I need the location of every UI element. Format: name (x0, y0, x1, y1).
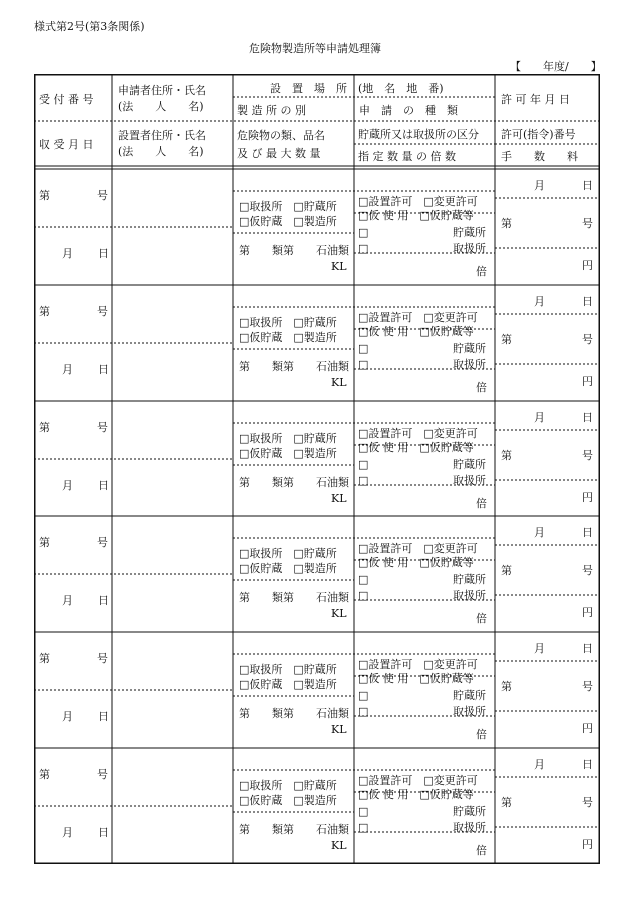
year-label: 年度/ (543, 60, 569, 73)
receipt-month: 月 (62, 710, 73, 723)
facility-options-line2: □仮貯蔵 □製造所 (239, 794, 337, 807)
permit-number-suffix: 号 (582, 796, 593, 809)
application-options-line2: □仮 使 用 □仮貯蔵等 (358, 788, 474, 801)
permit-day: 日 (582, 179, 593, 192)
fee-unit: 円 (582, 606, 593, 619)
application-options-line1: □設置許可 □変更許可 (358, 774, 478, 787)
facility-options-line2: □仮貯蔵 □製造所 (239, 678, 337, 691)
receipt-number-prefix: 第 (39, 652, 50, 665)
storage-label: 貯蔵所 (453, 458, 486, 471)
form-number-label: 様式第2号(第3条関係) (34, 20, 145, 33)
receipt-number-suffix: 号 (97, 768, 108, 781)
facility-options-line2: □仮貯蔵 □製造所 (239, 562, 337, 575)
permit-day: 日 (582, 295, 593, 308)
storage-checkbox: □ (358, 342, 369, 355)
header-permit-date: 許 可 年 月 日 (501, 93, 570, 106)
year-bracket-open: 【 (510, 60, 521, 73)
header-specified-quantity-multiple: 指 定 数 量 の 倍 数 (358, 150, 456, 163)
permit-month: 月 (534, 179, 545, 192)
receipt-number-suffix: 号 (97, 536, 108, 549)
header-receipt-number: 受 付 番 号 (39, 93, 94, 106)
storage-checkbox: □ (358, 689, 369, 702)
application-options-line2: □仮 使 用 □仮貯蔵等 (358, 325, 474, 338)
max-quantity-unit: KL (331, 492, 347, 505)
hazmat-class-line: 第 類第 石油類 (239, 591, 349, 604)
header-storage-handling-class: 貯蔵所又は取扱所の区分 (358, 128, 479, 141)
handling-checkbox: □ (358, 821, 369, 834)
handling-label: 取扱所 (453, 358, 486, 371)
header-hazmat-class-name: 危険物の類、品名 (237, 129, 325, 142)
facility-options-line1: □取扱所 □貯蔵所 (239, 200, 337, 213)
quantity-multiple-unit: 倍 (476, 844, 487, 857)
receipt-number-prefix: 第 (39, 421, 50, 434)
fee-unit: 円 (582, 838, 593, 851)
quantity-multiple-unit: 倍 (476, 728, 487, 741)
table-grid-lines (34, 74, 600, 864)
header-permit-number: 許可(指令)番号 (501, 128, 576, 141)
header-fee: 手 数 料 (501, 150, 578, 163)
application-options-line1: □設置許可 □変更許可 (358, 427, 478, 440)
permit-number-suffix: 号 (582, 564, 593, 577)
receipt-day: 日 (98, 594, 109, 607)
permit-month: 月 (534, 411, 545, 424)
header-installer-corporate-name: (法 人 名) (118, 145, 204, 158)
facility-options-line2: □仮貯蔵 □製造所 (239, 331, 337, 344)
permit-number-suffix: 号 (582, 217, 593, 230)
hazmat-class-line: 第 類第 石油類 (239, 476, 349, 489)
handling-label: 取扱所 (453, 705, 486, 718)
application-options-line1: □設置許可 □変更許可 (358, 311, 478, 324)
hazmat-class-line: 第 類第 石油類 (239, 707, 349, 720)
facility-options-line1: □取扱所 □貯蔵所 (239, 432, 337, 445)
receipt-number-prefix: 第 (39, 768, 50, 781)
form-title: 危険物製造所等申請処理簿 (249, 42, 381, 55)
permit-number-suffix: 号 (582, 333, 593, 346)
hazmat-class-line: 第 類第 石油類 (239, 360, 349, 373)
header-installation-location: 設 置 場 所 (地 名 地 番) (270, 82, 444, 95)
permit-day: 日 (582, 526, 593, 539)
receipt-month: 月 (62, 594, 73, 607)
facility-options-line2: □仮貯蔵 □製造所 (239, 447, 337, 460)
permit-number-prefix: 第 (501, 796, 512, 809)
fee-unit: 円 (582, 491, 593, 504)
receipt-month: 月 (62, 479, 73, 492)
storage-label: 貯蔵所 (453, 226, 486, 239)
permit-number-prefix: 第 (501, 333, 512, 346)
receipt-month: 月 (62, 363, 73, 376)
max-quantity-unit: KL (331, 607, 347, 620)
hazmat-class-line: 第 類第 石油類 (239, 823, 349, 836)
max-quantity-unit: KL (331, 839, 347, 852)
receipt-number-suffix: 号 (97, 652, 108, 665)
application-options-line2: □仮 使 用 □仮貯蔵等 (358, 556, 474, 569)
permit-day: 日 (582, 411, 593, 424)
header-receipt-date: 収 受 月 日 (39, 138, 94, 151)
storage-checkbox: □ (358, 458, 369, 471)
receipt-day: 日 (98, 363, 109, 376)
facility-options-line1: □取扱所 □貯蔵所 (239, 316, 337, 329)
receipt-day: 日 (98, 710, 109, 723)
application-options-line1: □設置許可 □変更許可 (358, 658, 478, 671)
receipt-month: 月 (62, 247, 73, 260)
receipt-day: 日 (98, 479, 109, 492)
receipt-number-prefix: 第 (39, 189, 50, 202)
handling-label: 取扱所 (453, 242, 486, 255)
quantity-multiple-unit: 倍 (476, 497, 487, 510)
permit-number-prefix: 第 (501, 680, 512, 693)
fiscal-year-field[interactable] (510, 58, 602, 74)
handling-checkbox: □ (358, 705, 369, 718)
storage-label: 貯蔵所 (453, 805, 486, 818)
facility-options-line1: □取扱所 □貯蔵所 (239, 547, 337, 560)
max-quantity-unit: KL (331, 260, 347, 273)
facility-options-line2: □仮貯蔵 □製造所 (239, 215, 337, 228)
receipt-number-suffix: 号 (97, 305, 108, 318)
receipt-day: 日 (98, 247, 109, 260)
permit-day: 日 (582, 642, 593, 655)
facility-options-line1: □取扱所 □貯蔵所 (239, 779, 337, 792)
quantity-multiple-unit: 倍 (476, 612, 487, 625)
permit-month: 月 (534, 758, 545, 771)
permit-number-prefix: 第 (501, 449, 512, 462)
application-options-line2: □仮 使 用 □仮貯蔵等 (358, 209, 474, 222)
receipt-number-suffix: 号 (97, 189, 108, 202)
header-application-type: 申 請 の 種 類 (359, 104, 458, 117)
fee-unit: 円 (582, 259, 593, 272)
hazmat-class-line: 第 類第 石油類 (239, 244, 349, 257)
handling-checkbox: □ (358, 589, 369, 602)
quantity-multiple-unit: 倍 (476, 381, 487, 394)
application-options-line1: □設置許可 □変更許可 (358, 542, 478, 555)
fee-unit: 円 (582, 375, 593, 388)
max-quantity-unit: KL (331, 723, 347, 736)
handling-checkbox: □ (358, 242, 369, 255)
receipt-number-suffix: 号 (97, 421, 108, 434)
storage-checkbox: □ (358, 573, 369, 586)
storage-checkbox: □ (358, 805, 369, 818)
quantity-multiple-unit: 倍 (476, 265, 487, 278)
receipt-day: 日 (98, 826, 109, 839)
header-applicant-corporate-name: (法 人 名) (118, 100, 204, 113)
storage-label: 貯蔵所 (453, 689, 486, 702)
max-quantity-unit: KL (331, 376, 347, 389)
header-applicant-address-name: 申請者住所・氏名 (118, 84, 206, 97)
header-installer-address-name: 設置者住所・氏名 (118, 129, 206, 142)
application-options-line1: □設置許可 □変更許可 (358, 195, 478, 208)
permit-month: 月 (534, 295, 545, 308)
handling-checkbox: □ (358, 474, 369, 487)
storage-checkbox: □ (358, 226, 369, 239)
facility-options-line1: □取扱所 □貯蔵所 (239, 663, 337, 676)
handling-label: 取扱所 (453, 589, 486, 602)
storage-label: 貯蔵所 (453, 342, 486, 355)
year-bracket-close: 】 (590, 60, 602, 73)
application-options-line2: □仮 使 用 □仮貯蔵等 (358, 672, 474, 685)
permit-number-prefix: 第 (501, 564, 512, 577)
receipt-number-prefix: 第 (39, 305, 50, 318)
permit-number-suffix: 号 (582, 680, 593, 693)
receipt-number-prefix: 第 (39, 536, 50, 549)
permit-day: 日 (582, 758, 593, 771)
permit-month: 月 (534, 526, 545, 539)
storage-label: 貯蔵所 (453, 573, 486, 586)
permit-number-suffix: 号 (582, 449, 593, 462)
handling-label: 取扱所 (453, 474, 486, 487)
application-register-table (34, 74, 600, 864)
receipt-month: 月 (62, 826, 73, 839)
handling-checkbox: □ (358, 358, 369, 371)
header-facility-type: 製 造 所 の 別 (237, 104, 306, 117)
header-max-quantity: 及 び 最 大 数 量 (237, 147, 321, 160)
handling-label: 取扱所 (453, 821, 486, 834)
permit-number-prefix: 第 (501, 217, 512, 230)
fee-unit: 円 (582, 722, 593, 735)
permit-month: 月 (534, 642, 545, 655)
application-options-line2: □仮 使 用 □仮貯蔵等 (358, 441, 474, 454)
